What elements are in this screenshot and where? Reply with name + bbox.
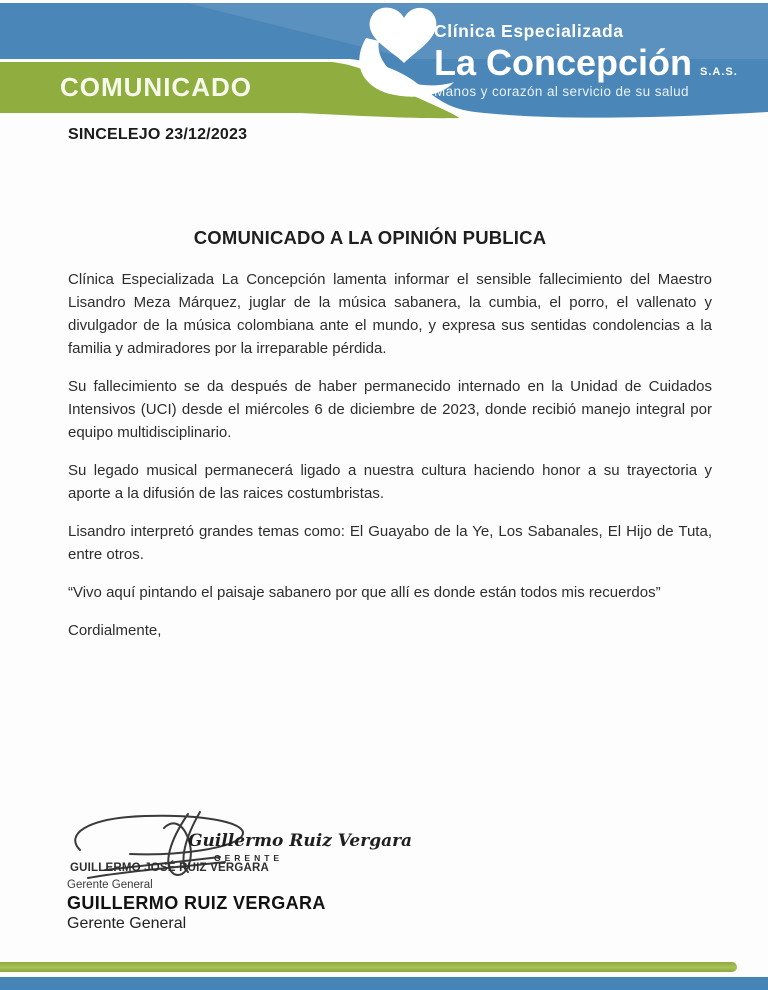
closing-paragraph: Cordialmente,	[68, 622, 162, 639]
footer-green-bar	[0, 962, 737, 972]
logo-tagline: Manos y corazón al servicio de su salud	[434, 84, 689, 99]
logo-line2	[434, 42, 738, 83]
signer-role: Gerente General	[67, 915, 187, 932]
banner-comunicado-label: COMUNICADO	[60, 72, 252, 102]
paragraph-1: Clínica Especializada La Concepción lamenta informar el sensible fallecimiento del Maestro Lisandro Meza Márquez, juglar de la música sabanera, la cumbia, el porro, el vallenato y divulgador de la música colombiana ante el mundo, y expresa sus sentidas condolencias a la familia y admiradores por la irreparable pérdida.	[68, 271, 712, 357]
dateline: SINCELEJO 23/12/2023	[68, 126, 248, 143]
paragraph-2: Su fallecimiento se da después de haber permanecido internado en la Unidad de Cuidados Intensivos (UCI) desde el miércoles 6 de diciembre de 2023, donde recibió manejo integral por equipo multidisciplinario.	[68, 378, 712, 441]
stamp-role: GERENTE	[214, 853, 284, 863]
signer-name: GUILLERMO RUIZ VERGARA	[67, 893, 326, 913]
footer-blue-bar	[0, 977, 768, 990]
letterhead	[0, 0, 768, 124]
logo-name: La Concepción	[434, 42, 693, 83]
document-body	[68, 268, 712, 657]
quote-paragraph: “Vivo aquí pintando el paisaje sabanero por que allí es donde están todos mis recuerdos”	[68, 584, 661, 601]
logo-suffix: S.A.S.	[700, 66, 738, 78]
stamp-sub-role: Gerente General	[67, 879, 153, 891]
paragraph-4: Lisandro interpretó grandes temas como: El Guayabo de la Ye, Los Sabanales, El Hijo de Tuta, entre otros.	[68, 523, 712, 563]
signature-block	[0, 810, 420, 945]
logo-line1: Clínica Especializada	[434, 21, 624, 41]
stamp-script-name: Guillermo Ruiz Vergara	[188, 831, 413, 851]
paragraph-3: Su legado musical permanecerá ligado a nuestra cultura haciendo honor a su trayectoria y aporte a la difusión de las raices costumbristas.	[68, 462, 712, 502]
stamp-caps-name: GUILLERMO JOSÉ RUIZ VERGARA	[70, 862, 269, 874]
clinic-logo	[434, 21, 738, 99]
document-title: COMUNICADO A LA OPINIÓN PUBLICA	[193, 227, 547, 248]
